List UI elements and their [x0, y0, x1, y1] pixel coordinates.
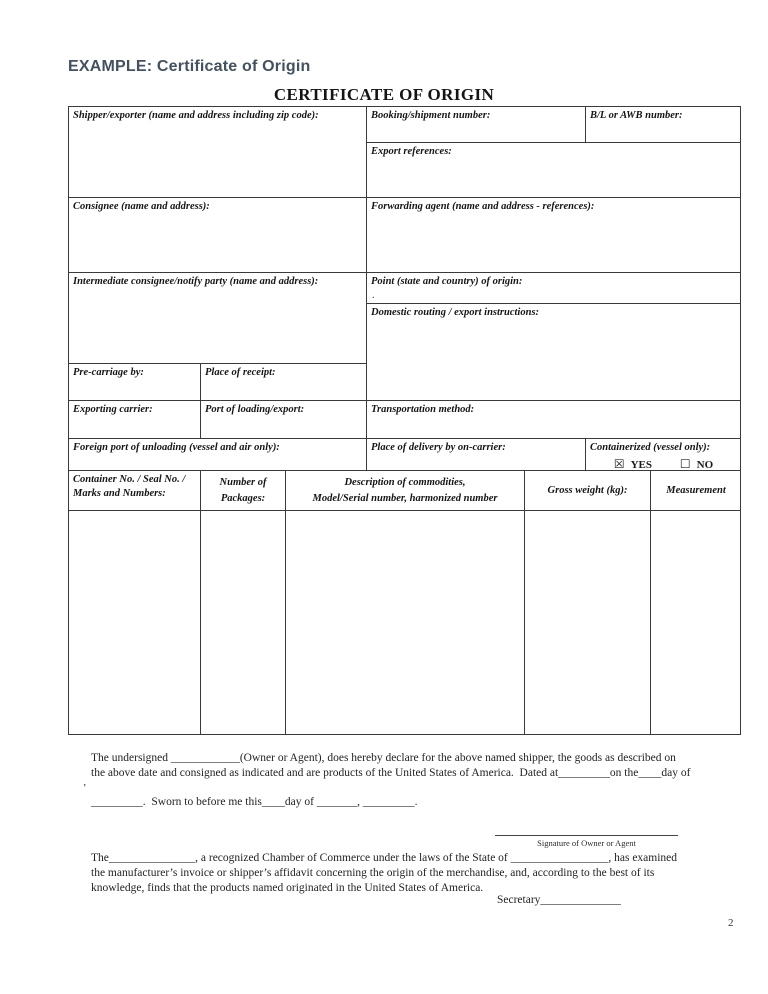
- declaration-line-2: the above date and consigned as indicated and are products of the United States of America. Dated at_________on the____day of: [91, 767, 691, 779]
- cell-foreign-port: [68, 438, 366, 470]
- secretary-line: Secretary______________: [497, 894, 621, 906]
- container-no-label-line1: Container No. / Seal No. /: [73, 474, 186, 485]
- chamber-line-2: the manufacturer’s invoice or shipper’s affidavit concerning the origin of the merchandise, and, according to the best of its: [91, 867, 655, 879]
- body-cell-measurement: [650, 510, 741, 735]
- intermediate-consignee-label: Intermediate consignee/notify party (name and address):: [73, 276, 319, 287]
- chamber-line-3: knowledge, finds that the products named originated in the United States of America.: [91, 882, 484, 894]
- declaration-line-3: _________. Sworn to before me this____day of _______, _________.: [91, 796, 418, 808]
- cell-forwarding-agent: [366, 197, 741, 272]
- page-number: 2: [728, 917, 734, 929]
- cell-intermediate-consignee: [68, 272, 366, 363]
- body-cell-container-no: [68, 510, 200, 735]
- body-cell-gross-weight: [524, 510, 650, 735]
- shipper-exporter-label: Shipper/exporter (name and address including zip code):: [73, 110, 319, 121]
- cell-export-references: [366, 142, 741, 197]
- cell-pre-carriage: [68, 363, 200, 400]
- cell-domestic-routing: [366, 303, 741, 400]
- place-of-delivery-label: Place of delivery by on-carrier:: [371, 442, 506, 453]
- header-description: [285, 470, 524, 510]
- point-of-origin-mark: .: [372, 289, 375, 301]
- header-gross-weight: [524, 470, 650, 510]
- description-label-line1: Description of commodities,: [344, 476, 466, 488]
- header-container-no: [68, 470, 200, 510]
- chamber-line-1: The_______________, a recognized Chamber of Commerce under the laws of the State of _________________, has examined: [91, 852, 678, 864]
- page-title: CERTIFICATE OF ORIGIN: [273, 85, 495, 104]
- checked-checkbox-icon: ☒: [613, 456, 625, 471]
- booking-number-label: Booking/shipment number:: [371, 110, 491, 121]
- cell-point-of-origin: [366, 272, 741, 303]
- cell-booking-number: [366, 106, 585, 142]
- signature-line: [495, 835, 678, 836]
- cell-transportation-method: [366, 400, 741, 438]
- header-number-of-packages: [200, 470, 285, 510]
- forwarding-agent-label: Forwarding agent (name and address - references):: [371, 201, 595, 212]
- containerized-no-label: NO: [696, 458, 714, 471]
- export-references-label: Export references:: [371, 146, 452, 157]
- body-cell-description: [285, 510, 524, 735]
- stray-apostrophe-mark: ’: [83, 783, 87, 794]
- port-of-loading-label: Port of loading/export:: [205, 404, 305, 415]
- containerized-yes-label: YES: [630, 458, 653, 471]
- exporting-carrier-label: Exporting carrier:: [73, 404, 153, 415]
- declaration-line-1: The undersigned ____________(Owner or Agent), does hereby declare for the above named shipper, the goods as described on: [91, 752, 676, 764]
- cell-port-of-loading: [200, 400, 366, 438]
- body-cell-number-of-packages: [200, 510, 285, 735]
- header-measurement: [650, 470, 741, 510]
- containerized-label: Containerized (vessel only):: [590, 442, 711, 453]
- example-heading: EXAMPLE: Certificate of Origin: [68, 58, 311, 75]
- cell-place-of-delivery: [366, 438, 585, 470]
- cell-shipper-exporter: [68, 106, 366, 197]
- unchecked-checkbox-icon: ☐: [679, 456, 691, 471]
- number-of-packages-label-line2: Packages:: [220, 492, 266, 504]
- certificate-form: [68, 106, 741, 735]
- cell-place-of-receipt: [200, 363, 366, 400]
- place-of-receipt-label: Place of receipt:: [205, 367, 276, 378]
- cell-exporting-carrier: [68, 400, 200, 438]
- transportation-method-label: Transportation method:: [371, 404, 475, 415]
- container-no-label-line2: Marks and Numbers:: [73, 487, 166, 499]
- cell-bl-awb-number: [585, 106, 741, 142]
- consignee-label: Consignee (name and address):: [73, 201, 210, 212]
- foreign-port-label: Foreign port of unloading (vessel and air only):: [73, 442, 280, 453]
- domestic-routing-label: Domestic routing / export instructions:: [371, 307, 540, 318]
- bl-awb-number-label: B/L or AWB number:: [590, 110, 683, 121]
- measurement-label: Measurement: [666, 484, 726, 496]
- gross-weight-label: Gross weight (kg):: [547, 484, 628, 496]
- description-label-line2: Model/Serial number, harmonized number: [312, 492, 498, 504]
- signature-caption: Signature of Owner or Agent: [537, 838, 636, 848]
- number-of-packages-label-line1: Number of: [219, 476, 267, 488]
- cell-containerized: [585, 438, 741, 470]
- cell-consignee: [68, 197, 366, 272]
- point-of-origin-label: Point (state and country) of origin:: [371, 276, 523, 287]
- pre-carriage-label: Pre-carriage by:: [73, 367, 144, 378]
